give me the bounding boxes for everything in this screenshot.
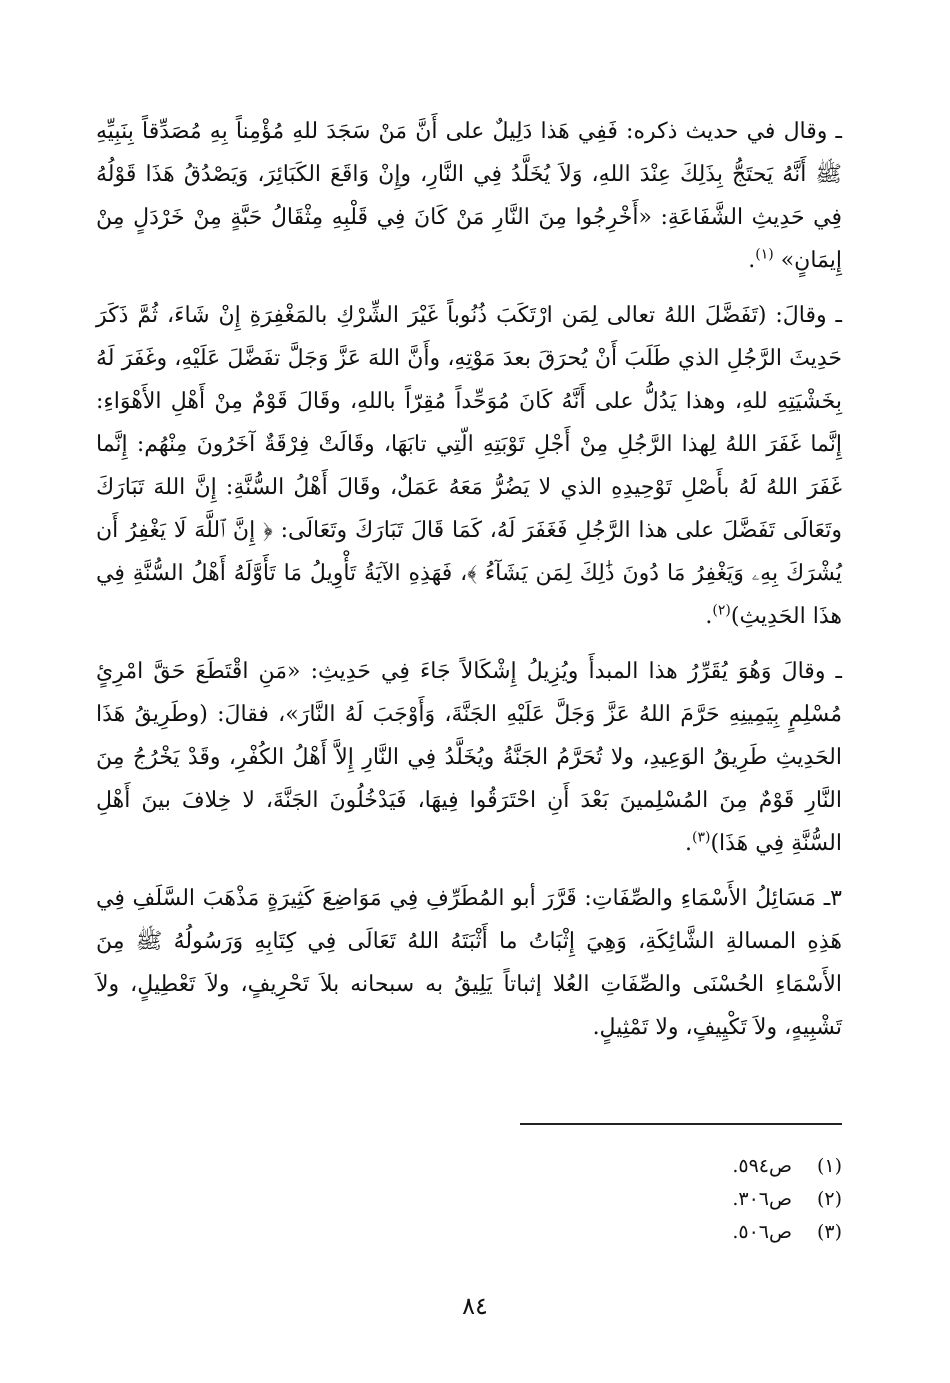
footnote-2 [520,1183,842,1216]
footnote-text: ص٣٠٦. [732,1188,792,1210]
footnote-ref-3: (٣) [691,829,711,846]
page-number: ٨٤ [462,1292,488,1320]
paragraph-3: ـ وقالَ وَهُوَ يُقَرِّرُ هذا المبدأَ ويُزِيلُ إِشْكَالاً جَاءَ فِي حَدِيثِ: «مَنِ اقْتَطَعَ حَقَّ امْرِئٍ مُسْلِمٍ بِيَمِينِهِ حَرَّمَ اللهُ عَزَّ وَجَلَّ عَلَيْهِ الجَنَّةَ، وَأَوْجَبَ لَهُ النَّارَ»، فقالَ: (وطَرِيقُ هَذَا الحَدِيثِ طَرِيقُ الوَعِيدِ، ولا تُحَرَّمُ الجَنَّةُ ويُخَلَّدُ فِي النَّارِ إِلاَّ أَهْلُ الكُفْرِ، وقَدْ يَخْرُجُ مِنَ النَّارِ قَوْمٌ مِنَ المُسْلِمينَ بَعْدَ أَنِ احْتَرَقُوا فِيهَا، فَيَدْخُلُونَ الجَنَّةَ، لا خِلافَ بينَ أَهْلِ السُّنَّةِ فِي هَذَا)$^{(٣)}$. [96,659,842,856]
footnote-divider [520,1123,842,1125]
paragraph-2-text-after: ، فَهَذِهِ الآيَةُ تَأْوِيلُ مَا تَأَوَّلَهُ أَهْلُ السُّنَّةِ فِي هذَا الحَدِيثِ) [96,561,842,629]
footnotes [520,1150,842,1249]
paragraph-1-text: ـ وقال في حديث ذكره: فَفِي هَذا دَلِيلٌ على أَنَّ مَنْ سَجَدَ للهِ مُؤْمِناً بِهِ مُصَدِّقاً بِنَبِيِّهِ ﷺ أَنَّهُ يَحتَجُّ بِذَلِكَ عِنْدَ اللهِ، وَلاَ يُخَلَّدُ فِي النَّارِ، وإِنْ وَاقَعَ الكَبَائِرَ، وَيَصْدُقُ هَذَا قَوْلُهُ فِي حَدِيثِ الشَّفَاعَةِ: «أَخْرِجُوا مِنَ النَّارِ مَنْ كَانَ فِي قَلْبِهِ مِثْقَالُ حَبَّةٍ مِنْ خَرْدَلٍ مِنْ إِيمَانٍ» [96,119,842,273]
paragraph-4-text: ٣ـ مَسَائِلُ الأَسْمَاءِ والصِّفَاتِ: قَرَّرَ أبو المُطَرِّفِ فِي مَوَاضِعَ كَثِيرَةٍ مَذْهَبَ السَّلَفِ فِي هَذِهِ المسالةِ الشَّائِكَةِ، وَهِيَ إِثْبَاتُ ما أَثْبَتَهُ اللهُ تَعَالَى فِي كِتَابِهِ وَرَسُولُهُ ﷺ مِنَ الأَسْمَاءِ الحُسْنَى والصِّفَاتِ العُلا إثباتاً يَلِيقُ به سبحانه بلاَ تَحْرِيفٍ، ولاَ تَعْطِيلٍ، ولاَ تَشْبِيهٍ، ولاَ تَكْيِيفٍ، ولا تَمْثِيلٍ. [96,886,842,1040]
footnote-ref-1: (١) [755,246,774,263]
footnote-number: (٣) [816,1221,842,1243]
footnote-text: ص٥٠٦. [732,1221,792,1243]
footnote-1 [520,1150,842,1183]
footnote-number: (٢) [816,1188,842,1210]
paragraph-1: ـ وقال في حديث ذكره: فَفِي هَذا دَلِيلٌ على أَنَّ مَنْ سَجَدَ للهِ مُؤْمِناً بِهِ مُصَدِّقاً بِنَبِيِّهِ ﷺ أَنَّهُ يَحتَجُّ بِذَلِكَ عِنْدَ اللهِ، وَلاَ يُخَلَّدُ فِي النَّارِ، وإِنْ وَاقَعَ الكَبَائِرَ، وَيَصْدُقُ هَذَا قَوْلُهُ فِي حَدِيثِ الشَّفَاعَةِ: «أَخْرِجُوا مِنَ النَّارِ مَنْ كَانَ فِي قَلْبِهِ مِثْقَالُ حَبَّةٍ مِنْ خَرْدَلٍ مِنْ إِيمَانٍ» $^{(١)}$. [96,119,842,273]
paragraph-2-text: ـ وقالَ: (تَفَضَّلَ اللهُ تعالى لِمَن ارْتَكَبَ ذُنُوباً غَيْرَ الشِّرْكِ بالمَغْفِرَةِ إِنْ شَاءَ، ثُمَّ ذَكَرَ حَدِيثَ الرَّجُلِ الذي طَلَبَ أَنْ يُحرَقَ بعدَ مَوْتِهِ، وأَنَّ اللهَ عَزَّ وَجَلَّ تفَضَّلَ عَلَيْهِ، وغَفَرَ لَهُ بِخَشْيَتِهِ للهِ، وهذا يَدُلُّ على أَنَّهُ كَانَ مُوَحِّداً مُقِرّاً باللهِ، وقَالَ قَوْمٌ مِنْ أَهْلِ الأَهْوَاءِ: إِنَّما غَفَرَ اللهُ لِهذا الرَّجُلِ مِنْ أَجْلِ تَوْبَتِهِ الّتِي تابَهَا، وقَالَتْ فِرْقَةٌ آخَرُونَ مِنْهُم: إِنَّما غَفَرَ اللهُ لَهُ بأَصْلِ تَوْحِيدِهِ الذي لا يَضُرُّ مَعَهُ عَمَلٌ، وقَالَ أَهْلُ السُّنَّةِ: إِنَّ اللهَ تَبَارَكَ وتَعَالَى تَفَضَّلَ على هذا الرَّجُلِ فَغَفَرَ لَهُ، كَمَا قَالَ تَبَارَكَ وتَعَالَى: [96,303,842,543]
footnote-ref-2: (٢) [712,602,731,619]
footnote-3 [520,1216,842,1249]
footnote-text: ص٥٩٤. [732,1155,792,1177]
paragraph-3-text: ـ وقالَ وَهُوَ يُقَرِّرُ هذا المبدأَ ويُزِيلُ إِشْكَالاً جَاءَ فِي حَدِيثِ: «مَنِ اقْتَطَعَ حَقَّ امْرِئٍ مُسْلِمٍ بِيَمِينِهِ حَرَّمَ اللهُ عَزَّ وَجَلَّ عَلَيْهِ الجَنَّةَ، وَأَوْجَبَ لَهُ النَّارَ»، فقالَ: (وطَرِيقُ هَذَا الحَدِيثِ طَرِيقُ الوَعِيدِ، ولا تُحَرَّمُ الجَنَّةُ ويُخَلَّدُ فِي النَّارِ إِلاَّ أَهْلُ الكُفْرِ، وقَدْ يَخْرُجُ مِنَ النَّارِ قَوْمٌ مِنَ المُسْلِمينَ بَعْدَ أَنِ احْتَرَقُوا فِيهَا، فَيَدْخُلُونَ الجَنَّةَ، لا خِلافَ بينَ أَهْلِ السُّنَّةِ فِي هَذَا) [96,659,842,856]
paragraph-4 [96,877,842,1049]
paragraph-2: ـ وقالَ: (تَفَضَّلَ اللهُ تعالى لِمَن ارْتَكَبَ ذُنُوباً غَيْرَ الشِّرْكِ بالمَغْفِرَةِ إِنْ شَاءَ، ثُمَّ ذَكَرَ حَدِيثَ الرَّجُلِ الذي طَلَبَ أَنْ يُحرَقَ بعدَ مَوْتِهِ، وأَنَّ اللهَ عَزَّ وَجَلَّ تفَضَّلَ عَلَيْهِ، وغَفَرَ لَهُ بِخَشْيَتِهِ للهِ، وهذا يَدُلُّ على أَنَّهُ كَانَ مُوَحِّداً مُقِرّاً باللهِ، وقَالَ قَوْمٌ مِنْ أَهْلِ الأَهْوَاءِ: إِنَّما غَفَرَ اللهُ لِهذا الرَّجُلِ مِنْ أَجْلِ تَوْبَتِهِ الّتِي تابَهَا، وقَالَتْ فِرْقَةٌ آخَرُونَ مِنْهُم: إِنَّما غَفَرَ اللهُ لَهُ بأَصْلِ تَوْحِيدِهِ الذي لا يَضُرُّ مَعَهُ عَمَلٌ، وقَالَ أَهْلُ السُّنَّةِ: إِنَّ اللهَ تَبَارَكَ وتَعَالَى تَفَضَّلَ على هذا الرَّجُلِ فَغَفَرَ لَهُ، كَمَا قَالَ تَبَارَكَ وتَعَالَى: ﴿ إِنَّ ٱللَّهَ لَا يَغْفِرُ أَن يُشْرَكَ بِهِۦ وَيَغْفِرُ مَا دُونَ ذَٰلِكَ لِمَن يَشَآءُ ﴾، فَهَذِهِ الآيَةُ تَأْوِيلُ مَا تَأَوَّلَهُ أَهْلُ السُّنَّةِ فِي هذَا الحَدِيثِ)$^{(٢)}$. [96,303,842,629]
footnote-number: (١) [816,1155,842,1177]
page-body [96,110,842,1061]
quran-verse: ﴿ إِنَّ ٱللَّهَ لَا يَغْفِرُ أَن يُشْرَكَ بِهِۦ وَيَغْفِرُ مَا دُونَ ذَٰلِكَ لِمَن يَشَآءُ ﴾ [96,518,842,586]
